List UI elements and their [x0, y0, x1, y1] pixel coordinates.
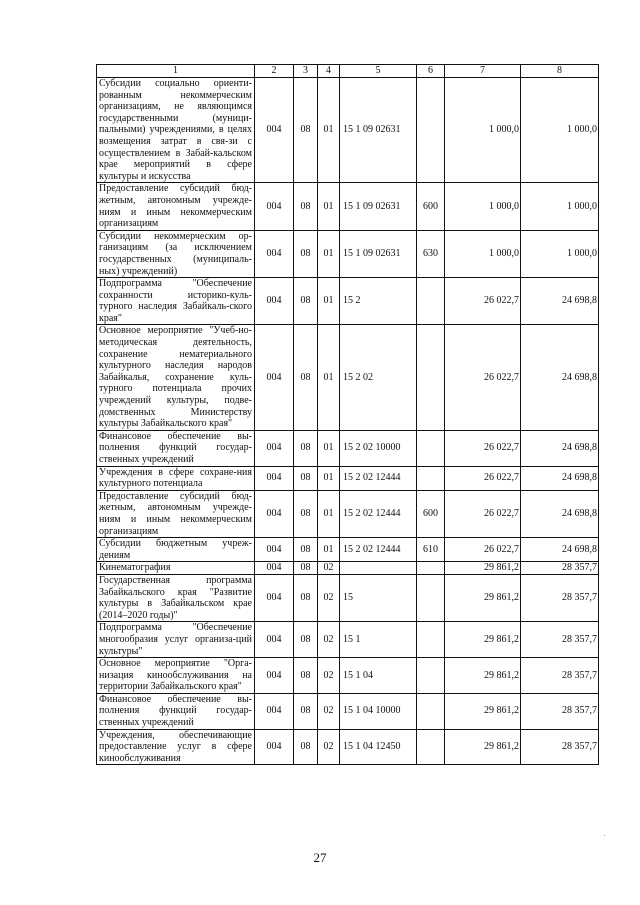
amount-year1-cell: 1 000,0 — [445, 230, 521, 277]
expense-type-cell — [417, 562, 445, 575]
row-name-cell: Предоставление субсидий бюд-жетным, автономным учрежде-ниям и иным некоммерческим организациям — [97, 490, 255, 537]
column-header: 7 — [445, 65, 521, 78]
amount-year2-cell: 28 357,7 — [521, 729, 599, 765]
grbs-code-cell: 004 — [255, 278, 294, 325]
expense-type-cell — [417, 729, 445, 765]
page-number: 27 — [313, 850, 327, 865]
amount-year2-cell: 1 000,0 — [521, 78, 599, 183]
row-name-cell: Основное мероприятие "Учеб-но-методическая деятельность, сохранение нематериального культурного наследия народов Забайкалья, сохранение куль-турного потенциала прочих учреждений культуры, подве-домственных Министерству культуры Забайкальского края" — [97, 325, 255, 430]
column-header: 5 — [340, 65, 417, 78]
subsection-code-cell: 01 — [318, 183, 340, 230]
section-code-cell: 08 — [294, 430, 318, 466]
subsection-code-cell: 01 — [318, 325, 340, 430]
section-code-cell: 08 — [294, 658, 318, 694]
target-article-cell: 15 1 09 02631 — [340, 183, 417, 230]
expense-type-cell: 630 — [417, 230, 445, 277]
grbs-code-cell: 004 — [255, 729, 294, 765]
expense-type-cell — [417, 78, 445, 183]
target-article-cell: 15 1 04 10000 — [340, 693, 417, 729]
table-row — [97, 538, 599, 562]
column-header: 4 — [318, 65, 340, 78]
row-name-cell: Финансовое обеспечение вы-полнения функций государ-ственных учреждений — [97, 693, 255, 729]
table-row — [97, 230, 599, 277]
amount-year1-cell: 29 861,2 — [445, 658, 521, 694]
grbs-code-cell: 004 — [255, 430, 294, 466]
scan-speck — [604, 835, 605, 836]
table-row — [97, 325, 599, 430]
expense-type-cell — [417, 325, 445, 430]
amount-year2-cell: 1 000,0 — [521, 230, 599, 277]
section-code-cell: 08 — [294, 278, 318, 325]
expense-type-cell — [417, 278, 445, 325]
grbs-code-cell: 004 — [255, 325, 294, 430]
expense-type-cell: 600 — [417, 183, 445, 230]
target-article-cell: 15 1 04 — [340, 658, 417, 694]
target-article-cell: 15 2 02 12444 — [340, 538, 417, 562]
subsection-code-cell: 02 — [318, 729, 340, 765]
subsection-code-cell: 02 — [318, 562, 340, 575]
budget-table — [96, 64, 599, 765]
table-row — [97, 729, 599, 765]
row-name-cell: Учреждения в сфере сохране-ния культурного потенциала — [97, 466, 255, 490]
amount-year2-cell: 24 698,8 — [521, 325, 599, 430]
section-code-cell: 08 — [294, 622, 318, 658]
section-code-cell: 08 — [294, 693, 318, 729]
amount-year1-cell: 29 861,2 — [445, 729, 521, 765]
section-code-cell: 08 — [294, 729, 318, 765]
row-name-cell: Предоставление субсидий бюд-жетным, автономным учрежде-ниям и иным некоммерческим организациям — [97, 183, 255, 230]
amount-year2-cell: 24 698,8 — [521, 538, 599, 562]
expense-type-cell — [417, 622, 445, 658]
target-article-cell: 15 1 04 12450 — [340, 729, 417, 765]
table-row — [97, 693, 599, 729]
section-code-cell: 08 — [294, 490, 318, 537]
table-row — [97, 430, 599, 466]
row-name-cell: Основное мероприятие "Орга-низация кинообслуживания на территории Забайкальского края" — [97, 658, 255, 694]
amount-year2-cell: 24 698,8 — [521, 430, 599, 466]
subsection-code-cell: 01 — [318, 230, 340, 277]
row-name-cell: Субсидии социально ориенти-рованным некоммерческим организациям, не являющимся государственными (муници-пальными) учреждениями, в целях возмещения затрат в свя-зи с осуществлением в Забай-кальском крае мероприятий в сфере культуры и искусства — [97, 78, 255, 183]
amount-year1-cell: 26 022,7 — [445, 466, 521, 490]
target-article-cell: 15 1 09 02631 — [340, 230, 417, 277]
amount-year2-cell: 24 698,8 — [521, 466, 599, 490]
table-row — [97, 574, 599, 621]
grbs-code-cell: 004 — [255, 574, 294, 621]
section-code-cell: 08 — [294, 183, 318, 230]
section-code-cell: 08 — [294, 538, 318, 562]
target-article-cell — [340, 562, 417, 575]
target-article-cell: 15 2 02 12444 — [340, 466, 417, 490]
expense-type-cell — [417, 574, 445, 621]
grbs-code-cell: 004 — [255, 622, 294, 658]
target-article-cell: 15 1 — [340, 622, 417, 658]
grbs-code-cell: 004 — [255, 562, 294, 575]
table-row — [97, 622, 599, 658]
amount-year2-cell: 24 698,8 — [521, 490, 599, 537]
row-name-cell: Подпрограмма "Обеспечение многообразия услуг организа-ций культуры" — [97, 622, 255, 658]
subsection-code-cell: 01 — [318, 430, 340, 466]
row-name-cell: Финансовое обеспечение вы-полнения функций государ-ственных учреждений — [97, 430, 255, 466]
target-article-cell: 15 2 02 10000 — [340, 430, 417, 466]
amount-year2-cell: 28 357,7 — [521, 693, 599, 729]
table-row — [97, 183, 599, 230]
section-code-cell: 08 — [294, 466, 318, 490]
table-row — [97, 278, 599, 325]
expense-type-cell — [417, 430, 445, 466]
subsection-code-cell: 01 — [318, 538, 340, 562]
table-row — [97, 78, 599, 183]
target-article-cell: 15 1 09 02631 — [340, 78, 417, 183]
row-name-cell: Субсидии некоммерческим ор-ганизациям (за исключением государственных (муниципаль-ных) учреждений) — [97, 230, 255, 277]
grbs-code-cell: 004 — [255, 490, 294, 537]
section-code-cell: 08 — [294, 78, 318, 183]
column-header: 6 — [417, 65, 445, 78]
subsection-code-cell: 02 — [318, 574, 340, 621]
amount-year1-cell: 1 000,0 — [445, 183, 521, 230]
column-header: 2 — [255, 65, 294, 78]
table-row — [97, 466, 599, 490]
subsection-code-cell: 01 — [318, 78, 340, 183]
amount-year2-cell: 28 357,7 — [521, 658, 599, 694]
expense-type-cell — [417, 693, 445, 729]
expense-type-cell — [417, 658, 445, 694]
grbs-code-cell: 004 — [255, 78, 294, 183]
amount-year1-cell: 26 022,7 — [445, 325, 521, 430]
target-article-cell: 15 2 — [340, 278, 417, 325]
expense-type-cell — [417, 466, 445, 490]
expense-type-cell: 610 — [417, 538, 445, 562]
amount-year2-cell: 28 357,7 — [521, 622, 599, 658]
amount-year2-cell: 28 357,7 — [521, 562, 599, 575]
section-code-cell: 08 — [294, 325, 318, 430]
subsection-code-cell: 02 — [318, 693, 340, 729]
amount-year2-cell: 24 698,8 — [521, 278, 599, 325]
row-name-cell: Кинематография — [97, 562, 255, 575]
table-row — [97, 562, 599, 575]
section-code-cell: 08 — [294, 562, 318, 575]
subsection-code-cell: 01 — [318, 278, 340, 325]
amount-year1-cell: 26 022,7 — [445, 430, 521, 466]
grbs-code-cell: 004 — [255, 230, 294, 277]
amount-year1-cell: 29 861,2 — [445, 622, 521, 658]
column-header: 8 — [521, 65, 599, 78]
subsection-code-cell: 01 — [318, 466, 340, 490]
grbs-code-cell: 004 — [255, 183, 294, 230]
target-article-cell: 15 2 02 — [340, 325, 417, 430]
subsection-code-cell: 02 — [318, 658, 340, 694]
grbs-code-cell: 004 — [255, 466, 294, 490]
row-name-cell: Подпрограмма "Обеспечение сохранности историко-куль-турного наследия Забайкаль-ского края" — [97, 278, 255, 325]
subsection-code-cell: 02 — [318, 622, 340, 658]
amount-year1-cell: 26 022,7 — [445, 490, 521, 537]
column-header: 1 — [97, 65, 255, 78]
target-article-cell: 15 2 02 12444 — [340, 490, 417, 537]
amount-year1-cell: 26 022,7 — [445, 538, 521, 562]
row-name-cell: Субсидии бюджетным учреж-дениям — [97, 538, 255, 562]
section-code-cell: 08 — [294, 574, 318, 621]
amount-year2-cell: 1 000,0 — [521, 183, 599, 230]
table-row — [97, 490, 599, 537]
section-code-cell: 08 — [294, 230, 318, 277]
amount-year2-cell: 28 357,7 — [521, 574, 599, 621]
amount-year1-cell: 26 022,7 — [445, 278, 521, 325]
amount-year1-cell: 29 861,2 — [445, 693, 521, 729]
amount-year1-cell: 29 861,2 — [445, 574, 521, 621]
target-article-cell: 15 — [340, 574, 417, 621]
expense-type-cell: 600 — [417, 490, 445, 537]
grbs-code-cell: 004 — [255, 658, 294, 694]
amount-year1-cell: 1 000,0 — [445, 78, 521, 183]
row-name-cell: Государственная программа Забайкальского края "Развитие культуры в Забайкальском крае (2014–2020 годы)" — [97, 574, 255, 621]
grbs-code-cell: 004 — [255, 538, 294, 562]
table-row — [97, 658, 599, 694]
subsection-code-cell: 01 — [318, 490, 340, 537]
amount-year1-cell: 29 861,2 — [445, 562, 521, 575]
column-header: 3 — [294, 65, 318, 78]
grbs-code-cell: 004 — [255, 693, 294, 729]
row-name-cell: Учреждения, обеспечивающие предоставление услуг в сфере кинообслуживания — [97, 729, 255, 765]
table-header-row — [97, 65, 599, 78]
